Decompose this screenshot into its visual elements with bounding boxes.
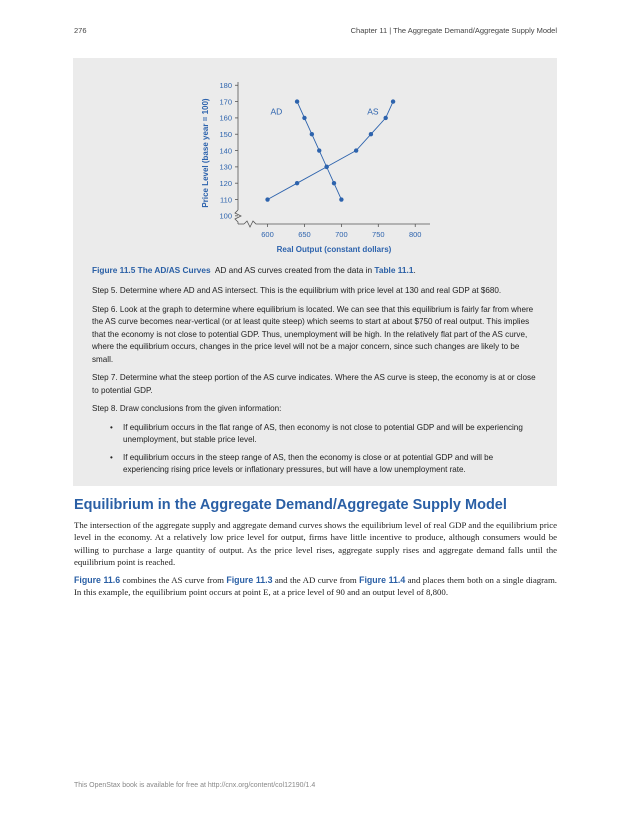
as-point xyxy=(324,165,328,169)
figure-label: Figure 11.5 The AD/AS Curves xyxy=(92,265,211,275)
table-link[interactable]: Table 11.1 xyxy=(374,265,414,275)
paragraph: The intersection of the aggregate supply and aggregate demand curves shows the equilibrium level of real GDP and the equilibrium price level in the economy. At a relatively low price level for output, firms have little incentive to produce, although consumers would be willing to purchase a large quantity of output. As the price level rises, aggregate supply rises and aggregate demand falls until the equilibrium point is reached. xyxy=(74,520,557,567)
y-tick-label: 160 xyxy=(219,113,232,123)
y-tick-label: 170 xyxy=(219,97,232,107)
x-tick-label: 600 xyxy=(261,230,274,239)
as-point xyxy=(295,181,299,185)
figure-link[interactable]: Figure 11.6 xyxy=(74,575,121,586)
figure-caption xyxy=(92,264,542,276)
y-tick-label: 180 xyxy=(219,81,232,91)
y-tick-label: 120 xyxy=(219,178,232,188)
y-axis-label: Price Level (base year = 100) xyxy=(201,98,210,208)
ad-series xyxy=(295,99,344,201)
paragraph-text: and the AD curve from xyxy=(272,575,360,586)
as-point xyxy=(369,132,373,136)
figure-end: . xyxy=(413,265,416,275)
ad-point xyxy=(332,181,336,185)
ad-point xyxy=(317,148,321,152)
y-axis-break xyxy=(235,210,241,224)
y-tick-label: 150 xyxy=(219,130,232,140)
as-point xyxy=(391,99,395,103)
y-tick-label: 110 xyxy=(220,195,232,205)
paragraph xyxy=(74,574,557,599)
figure-link[interactable]: Figure 11.4 xyxy=(359,575,406,586)
figure-link[interactable]: Figure 11.3 xyxy=(226,575,273,586)
x-tick-label: 750 xyxy=(372,230,385,239)
ad-point xyxy=(310,132,314,136)
x-tick-label: 800 xyxy=(408,230,422,239)
ad-point xyxy=(295,99,299,103)
conclusion-item: • If equilibrium occurs in the flat range of AS, then economy is not close to potential GDP and will be experiencing unemployment, but stable price level. xyxy=(104,422,539,447)
section-body xyxy=(74,519,557,605)
x-tick-label: 700 xyxy=(335,230,348,239)
paragraph-text: combines the AS curve from xyxy=(120,575,227,586)
page-number: 276 xyxy=(74,26,87,35)
step-6: Step 6. Look at the graph to determine where equilibrium is located. We can see that this equilibrium is fairly far from where the AS curve becomes near-vertical (or at least quite steep) which seems to start at about $750 of real output. This implies that the economy is not close to potential GDP. Thus, unemployment will be high. In the relatively flat part of the AS curve, where the equilibrium occurs, changes in the price level will not be a major concern, since such changes are likely to be small. xyxy=(92,304,534,364)
y-tick-label: 100 xyxy=(219,211,232,221)
x-tick-label: 650 xyxy=(298,230,311,239)
ad-point xyxy=(302,116,306,120)
step-7: Step 7. Determine what the steep portion of the AS curve indicates. Where the AS curve is steep, the economy is at or close to potential GDP. xyxy=(92,373,536,395)
as-point xyxy=(383,116,387,120)
ad-as-chart xyxy=(193,72,443,262)
ad-point xyxy=(339,197,343,201)
step-8: Step 8. Draw conclusions from the given information: xyxy=(92,404,282,413)
y-tick-label: 140 xyxy=(219,146,232,156)
section-title: Equilibrium in the Aggregate Demand/Aggregate Supply Model xyxy=(74,497,507,513)
as-point xyxy=(265,197,269,201)
x-axis-break xyxy=(244,221,430,227)
y-tick-label: 130 xyxy=(219,162,232,172)
x-axis-label: Real Output (constant dollars) xyxy=(276,245,392,254)
footer: This OpenStax book is available for free at http://cnx.org/content/col12190/1.4 xyxy=(74,782,316,789)
steps xyxy=(92,285,539,482)
as-point xyxy=(354,148,358,152)
running-head: Chapter 11 | The Aggregate Demand/Aggregate Supply Model xyxy=(350,26,557,35)
figure-text: AD and AS curves created from the data in xyxy=(214,265,373,275)
ad-curve-label: AD xyxy=(270,106,283,117)
chart-axes xyxy=(235,82,430,227)
paragraph-text: and places them both on a single diagram. In this example, the equilibrium point occurs at point E, at a price level of 90 and an output level of 8,800. xyxy=(74,575,557,598)
step-5: Step 5. Determine where AD and AS intersect. This is the equilibrium with price level at 130 and real GDP at $680. xyxy=(92,286,502,295)
example-box xyxy=(73,58,557,486)
as-curve-label: AS xyxy=(367,106,379,117)
conclusion-item: • If equilibrium occurs in the steep range of AS, then the economy is close or at potential GDP and will be experiencing rising price levels or inflationary pressures, but will have a low unemployment rate. xyxy=(104,452,539,477)
conclusion-list xyxy=(92,422,539,477)
